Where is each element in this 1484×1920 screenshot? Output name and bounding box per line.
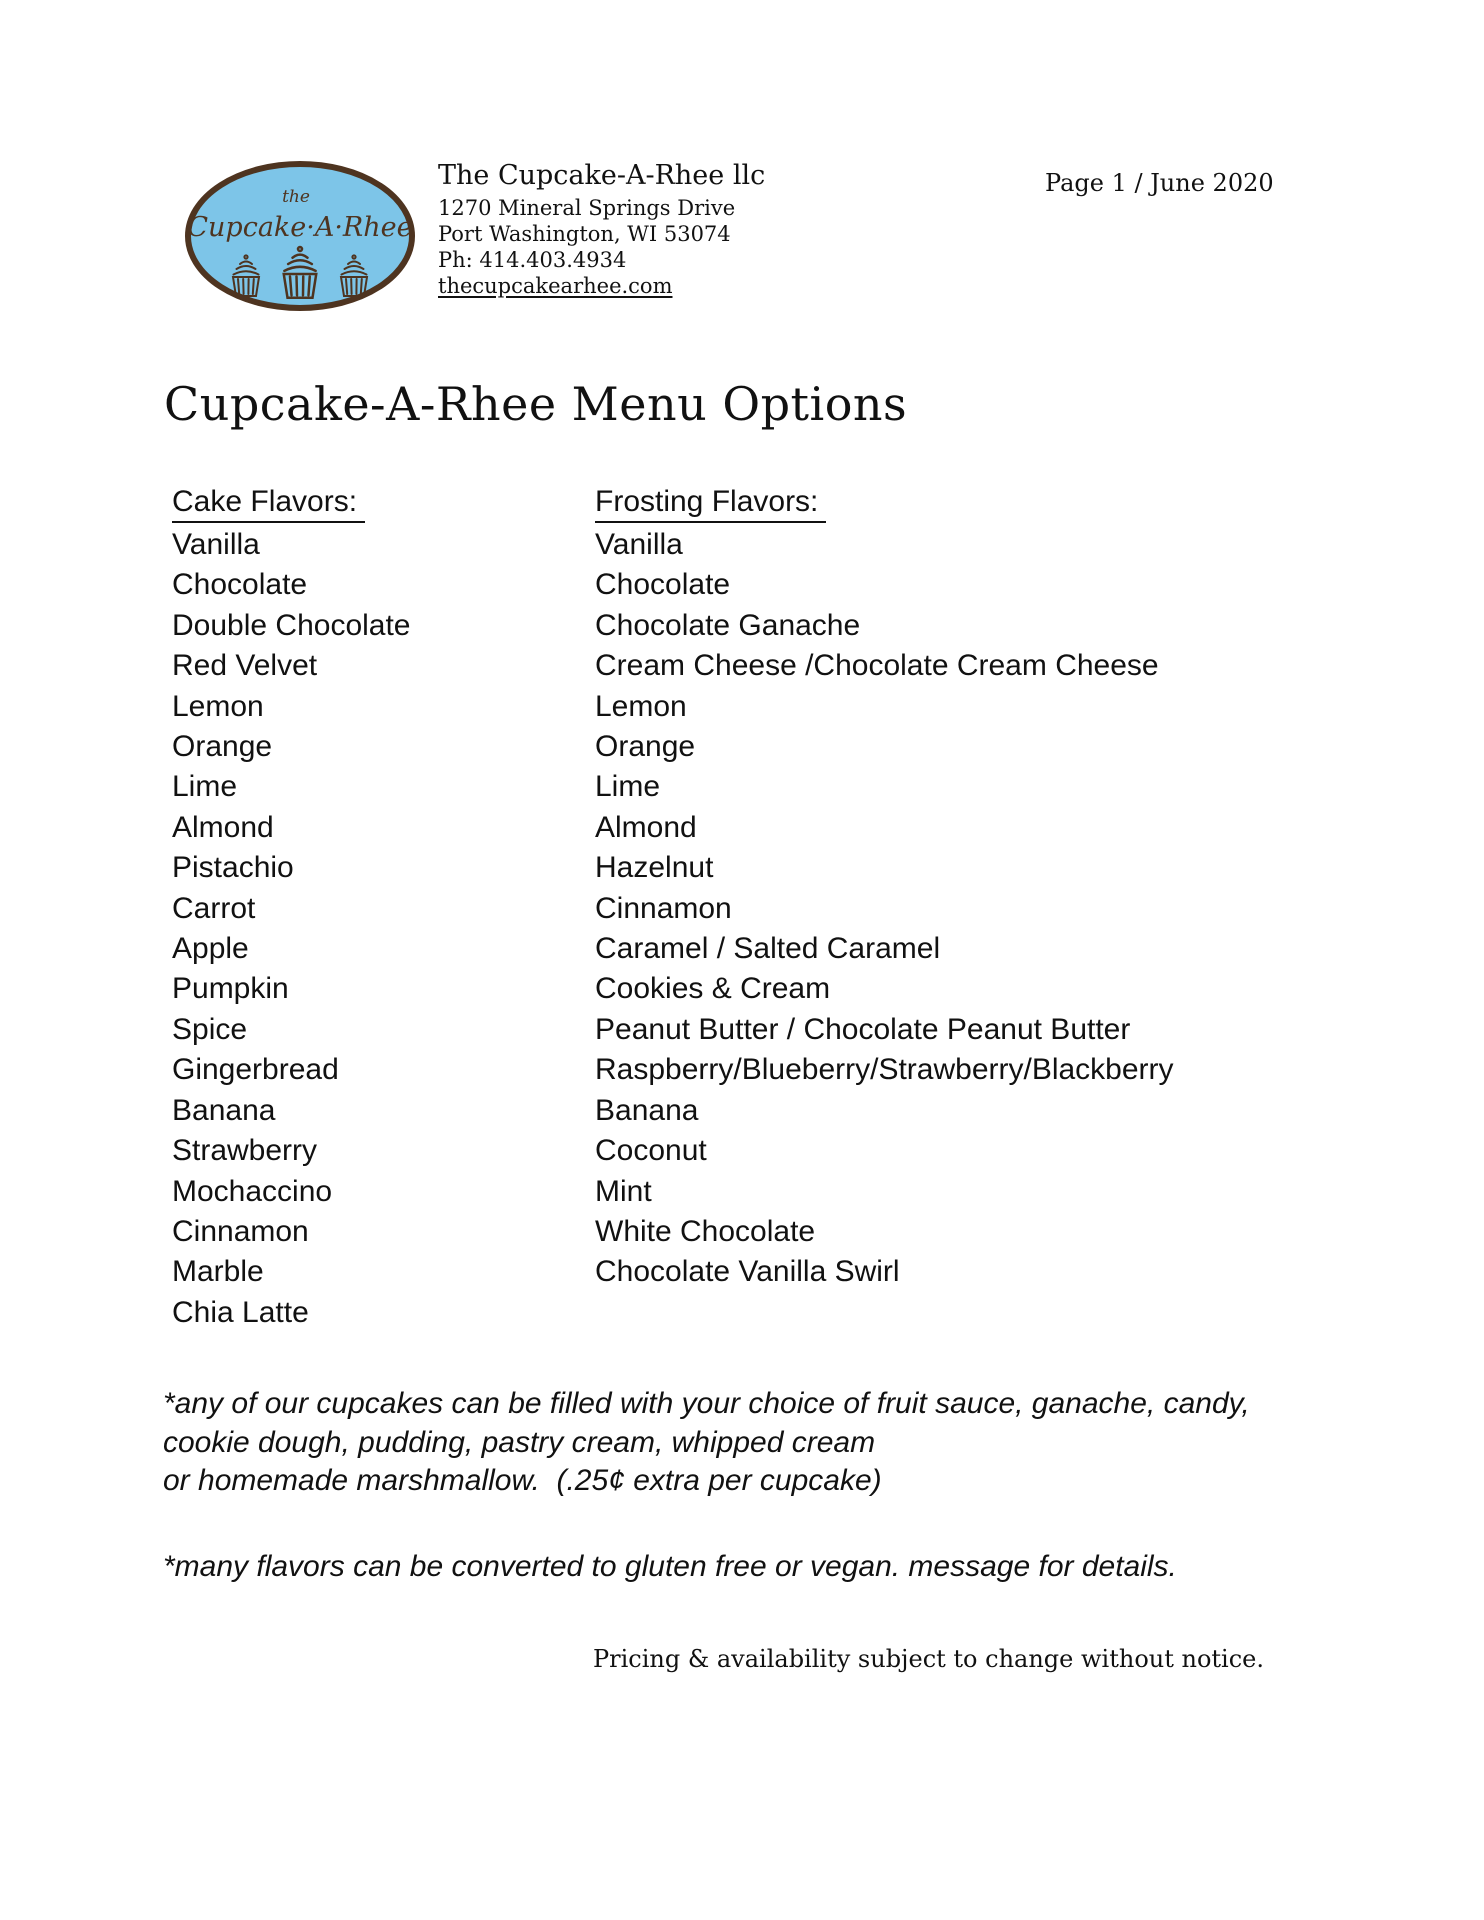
cake-flavor-item: Double Chocolate (172, 608, 411, 642)
cake-flavor-item: Almond (172, 810, 274, 844)
cake-flavor-item: Spice (172, 1012, 248, 1046)
cake-flavors-heading-text: Cake Flavors: (172, 483, 365, 523)
frosting-flavor-item: Caramel / Salted Caramel (595, 932, 941, 966)
filling-note (163, 1385, 1250, 1501)
frosting-flavors-column (595, 482, 1174, 1293)
filling-note-line: or homemade marshmallow. (.25¢ extra per cupcake) (163, 1464, 882, 1498)
cake-flavor-item: Cinnamon (172, 1214, 309, 1248)
cake-flavor-item: Lime (172, 770, 238, 804)
cake-flavor-item: Pistachio (172, 851, 294, 885)
frosting-flavors-list (595, 525, 1174, 1293)
frosting-flavor-item: Chocolate (595, 568, 731, 602)
frosting-flavor-item: Lemon (595, 689, 687, 723)
filling-note-line: cookie dough, pudding, pastry cream, whipped cream (163, 1425, 876, 1459)
logo-script-text: Cupcake·A·Rhee (187, 212, 413, 243)
cake-flavor-item: Chia Latte (172, 1295, 309, 1329)
cake-flavors-column (172, 482, 411, 1333)
company-address-line2: Port Washington, WI 53074 (438, 222, 731, 246)
cake-flavor-item: Strawberry (172, 1134, 318, 1168)
frosting-flavor-item: Hazelnut (595, 851, 714, 885)
frosting-flavor-item: Almond (595, 810, 697, 844)
cake-flavor-item: Vanilla (172, 528, 260, 561)
frosting-flavor-item: Coconut (595, 1134, 707, 1168)
filling-note-line: *any of our cupcakes can be filled with your choice of fruit sauce, ganache, candy, (163, 1387, 1250, 1420)
cake-flavor-item: Lemon (172, 689, 264, 723)
frosting-flavor-item: Cinnamon (595, 891, 732, 925)
frosting-flavor-item: Banana (595, 1093, 699, 1127)
frosting-flavor-item: Cream Cheese /Chocolate Cream Cheese (595, 649, 1159, 683)
frosting-flavor-item: Cookies & Cream (595, 972, 831, 1006)
cake-flavor-item: Orange (172, 730, 273, 764)
footer-disclaimer: Pricing & availability subject to change without notice. (593, 1645, 1264, 1673)
cake-flavors-heading (172, 482, 411, 525)
frosting-flavors-heading (595, 482, 1174, 525)
frosting-flavor-item: Chocolate Ganache (595, 608, 861, 642)
company-address-line1: 1270 Mineral Springs Drive (438, 196, 736, 220)
cake-flavor-item: Banana (172, 1093, 276, 1127)
company-info (438, 160, 765, 299)
cake-flavor-item: Pumpkin (172, 972, 289, 1006)
dietary-note: *many flavors can be converted to gluten free or vegan. message for details. (163, 1550, 1177, 1583)
company-logo (184, 160, 416, 313)
page-number-date: Page 1 / June 2020 (1045, 169, 1274, 197)
cake-flavor-item: Red Velvet (172, 649, 318, 683)
frosting-flavor-item: Chocolate Vanilla Swirl (595, 1255, 900, 1289)
frosting-flavors-heading-text: Frosting Flavors: (595, 483, 826, 523)
company-phone: Ph: 414.403.4934 (438, 248, 627, 272)
cake-flavor-item: Gingerbread (172, 1053, 339, 1087)
frosting-flavor-item: Mint (595, 1174, 652, 1208)
cake-flavors-list (172, 525, 411, 1333)
frosting-flavor-item: Peanut Butter / Chocolate Peanut Butter (595, 1012, 1131, 1046)
frosting-flavor-item: White Chocolate (595, 1214, 816, 1248)
company-website-link[interactable]: thecupcakearhee.com (438, 274, 673, 298)
logo-the-text: the (282, 187, 310, 207)
cake-flavor-item: Mochaccino (172, 1174, 333, 1208)
cake-flavor-item: Apple (172, 932, 249, 966)
frosting-flavor-item: Orange (595, 730, 696, 764)
frosting-flavor-item: Vanilla (595, 528, 683, 561)
frosting-flavor-item: Lime (595, 770, 661, 804)
cake-flavor-item: Chocolate (172, 568, 308, 602)
frosting-flavor-item: Raspberry/Blueberry/Strawberry/Blackberry (595, 1053, 1174, 1087)
cake-flavor-item: Carrot (172, 891, 256, 925)
page-title: Cupcake-A-Rhee Menu Options (164, 377, 908, 431)
cake-flavor-item: Marble (172, 1255, 264, 1289)
company-name: The Cupcake-A-Rhee llc (438, 160, 766, 191)
